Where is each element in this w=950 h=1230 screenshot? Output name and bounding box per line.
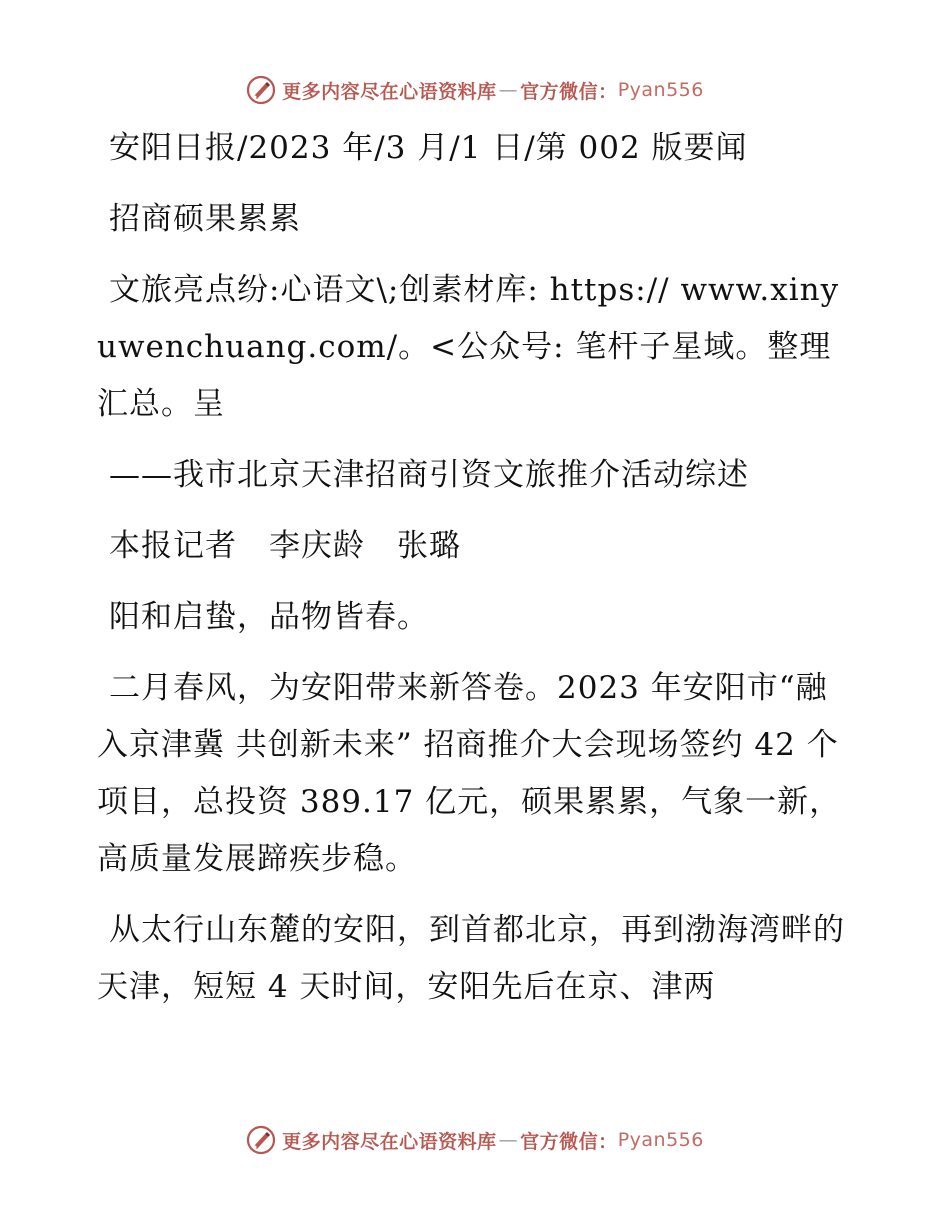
article-paragraph: 二月春风，为安阳带来新答卷。2023 年安阳市“融入京津冀 共创新未来” 招商推介大会现场签约 42 个项目，总投资 389.17 亿元，硕果累累，气象一新，高质量发展蹄疾步稳。 xyxy=(97,670,842,877)
watermark-footer xyxy=(0,1120,950,1160)
watermark-header xyxy=(0,70,950,110)
article-byline: 本报记者 李庆龄 张璐 xyxy=(109,528,461,564)
article-subtitle: ——我市北京天津招商引资文旅推介活动综述 xyxy=(109,457,749,493)
watermark-label: 官方微信： xyxy=(520,1130,618,1153)
article-paragraph: 从太行山东麓的安阳，到首都北京，再到渤海湾畔的天津，短短 4 天时间，安阳先后在京、津两 xyxy=(97,912,845,1005)
pen-circle-icon xyxy=(246,75,276,105)
watermark-separator: — xyxy=(498,1129,519,1151)
watermark-id: Pyan556 xyxy=(617,1129,704,1151)
article-dateline: 安阳日报/2023 年/3 月/1 日/第 002 版要闻 xyxy=(109,130,748,166)
watermark-label: 官方微信： xyxy=(520,80,618,103)
watermark-separator: — xyxy=(498,79,519,101)
article-body xyxy=(97,120,857,1030)
watermark-id: Pyan556 xyxy=(617,79,704,101)
pen-circle-icon xyxy=(246,1125,276,1155)
watermark-site: 更多内容尽在心语资料库 xyxy=(282,1130,497,1153)
watermark-site: 更多内容尽在心语资料库 xyxy=(282,80,497,103)
article-paragraph: 文旅亮点纷:心语文\;创素材库: https:// www.xinyuwenchuang.com/。<公众号: 笔杆子星域。整理汇总。呈 xyxy=(97,272,840,422)
article-headline: 招商硕果累累 xyxy=(109,201,301,237)
article-paragraph: 阳和启蛰，品物皆春。 xyxy=(109,599,429,635)
